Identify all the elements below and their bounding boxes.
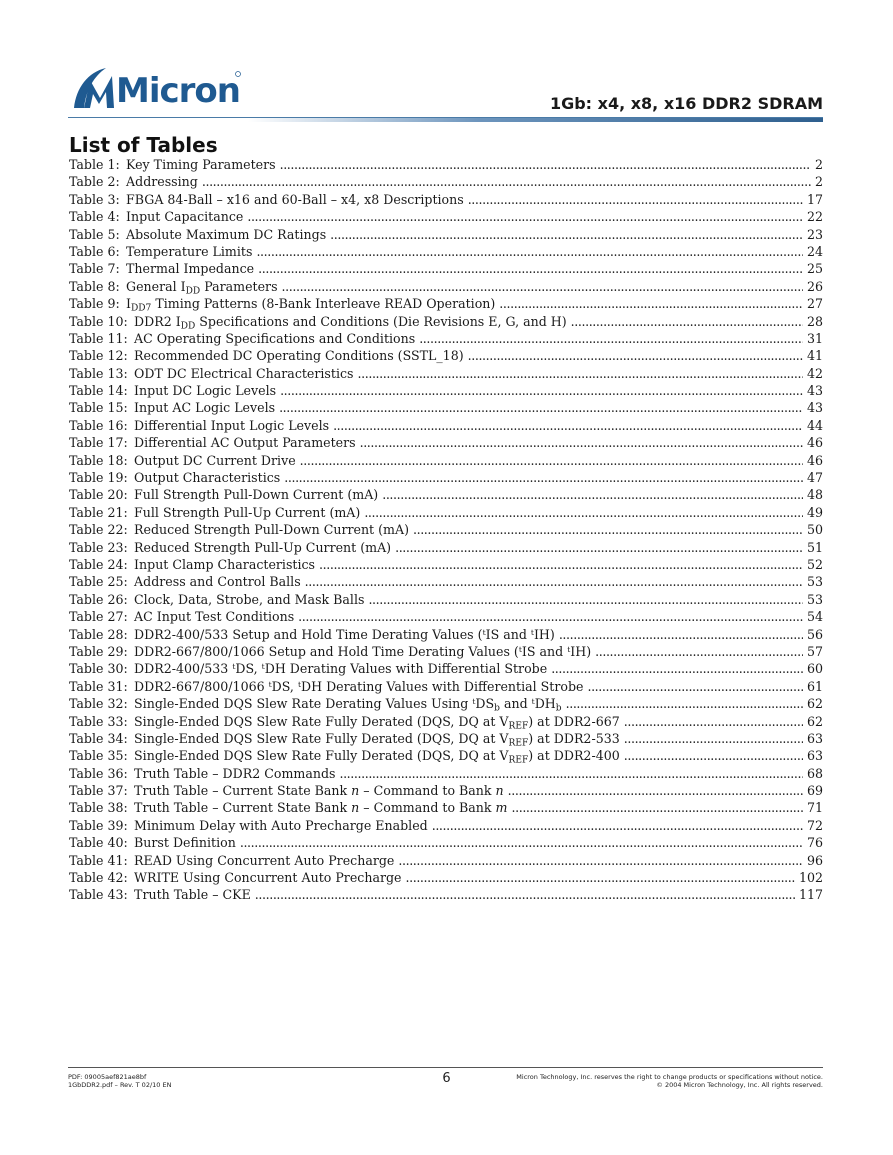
toc-entry-number: Table 32: (69, 696, 128, 712)
toc-entry-number: Table 24: (69, 556, 128, 572)
toc-entry-number: Table 21: (69, 504, 128, 520)
toc-entry[interactable] (69, 834, 823, 851)
toc-entry-title: Input DC Logic Levels (134, 383, 277, 399)
toc-entry-page: 2 (814, 174, 823, 190)
toc-entry-title: Truth Table – CKE (134, 887, 251, 903)
toc-entry[interactable] (69, 747, 823, 764)
toc-entry-page: 43 (806, 400, 823, 416)
toc-entry-page: 25 (806, 261, 823, 277)
toc-dot-leader (330, 226, 803, 243)
toc-dot-leader (364, 504, 803, 521)
toc-entry[interactable] (69, 539, 823, 556)
toc-entry-page: 72 (806, 817, 823, 833)
toc-entry[interactable] (69, 886, 823, 903)
toc-entry-number: Table 2: (69, 174, 120, 190)
toc-entry-title: Single-Ended DQS Slew Rate Fully Derated (DQS, DQ at $V_{REF}$) at DDR2-667 (134, 713, 620, 731)
toc-entry-page: 62 (806, 696, 823, 712)
toc-entry-title: Clock, Data, Strobe, and Mask Balls (134, 591, 365, 607)
toc-dot-leader (624, 713, 803, 730)
toc-dot-leader (298, 608, 803, 625)
toc-entry-page: 51 (806, 539, 823, 555)
toc-dot-leader (284, 469, 803, 486)
toc-entry[interactable] (69, 156, 823, 173)
toc-entry-number: Table 25: (69, 574, 128, 590)
toc-entry[interactable] (69, 191, 823, 208)
toc-entry-number: Table 39: (69, 817, 128, 833)
toc-entry-page: 26 (806, 278, 823, 294)
toc-dot-leader (551, 660, 803, 677)
toc-dot-leader (358, 365, 803, 382)
toc-entry-number: Table 28: (69, 626, 128, 642)
toc-entry-title: General $I_{DD}$ Parameters (126, 278, 278, 296)
toc-entry-number: Table 7: (69, 261, 120, 277)
toc-entry[interactable] (69, 243, 823, 260)
toc-entry-title: Reduced Strength Pull-Up Current (mA) (134, 539, 392, 555)
toc-dot-leader (624, 747, 803, 764)
toc-entry-title: Burst Definition (134, 835, 236, 851)
toc-entry-page: 22 (806, 209, 823, 225)
toc-entry-page: 41 (806, 348, 823, 364)
toc-entry-number: Table 18: (69, 452, 128, 468)
toc-entry[interactable] (69, 799, 823, 816)
toc-entry[interactable] (69, 765, 823, 782)
toc-entry-number: Table 1: (69, 157, 120, 172)
toc-entry-title: Differential AC Output Parameters (134, 435, 356, 451)
toc-entry[interactable] (69, 399, 823, 416)
toc-entry[interactable] (69, 869, 823, 886)
toc-entry-title: AC Input Test Conditions (134, 609, 295, 625)
toc-dot-leader (382, 486, 803, 503)
toc-entry-title: DDR2-400/533 Setup and Hold Time Derating Values ($^t$IS and $^t$IH) (134, 626, 555, 642)
toc-entry-number: Table 3: (69, 191, 120, 207)
toc-dot-leader (432, 817, 803, 834)
toc-entry-page: 2 (814, 157, 823, 172)
toc-entry-title: Full Strength Pull-Down Current (mA) (134, 487, 379, 503)
toc-entry-number: Table 8: (69, 278, 120, 294)
toc-entry-page: 53 (806, 574, 823, 590)
toc-entry-page: 43 (806, 383, 823, 399)
toc-entry-number: Table 15: (69, 400, 128, 416)
toc-entry[interactable] (69, 660, 823, 677)
toc-entry-page: 42 (806, 365, 823, 381)
footer-page-number: 6 (442, 1071, 451, 1086)
toc-entry[interactable] (69, 208, 823, 225)
toc-entry-title: Input AC Logic Levels (134, 400, 276, 416)
toc-entry-title: Thermal Impedance (126, 261, 255, 277)
toc-entry-page: 31 (806, 330, 823, 346)
toc-dot-leader (282, 278, 803, 295)
toc-entry[interactable] (69, 730, 823, 747)
toc-entry-page: 27 (806, 296, 823, 312)
toc-dot-leader (240, 834, 803, 851)
toc-entry-number: Table 43: (69, 887, 128, 903)
toc-entry-number: Table 27: (69, 609, 128, 625)
toc-dot-leader (319, 556, 803, 573)
toc-entry-number: Table 26: (69, 591, 128, 607)
toc-entry[interactable] (69, 678, 823, 695)
toc-entry[interactable] (69, 434, 823, 451)
toc-entry-page: 47 (806, 470, 823, 486)
toc-entry-title: Full Strength Pull-Up Current (mA) (134, 504, 361, 520)
toc-dot-leader (256, 243, 803, 260)
toc-entry-page: 61 (806, 678, 823, 694)
document-title: 1Gb: x4, x8, x16 DDR2 SDRAM (549, 94, 823, 113)
toc-entry[interactable] (69, 713, 823, 730)
toc-entry-number: Table 35: (69, 748, 128, 764)
toc-dot-leader (499, 295, 803, 312)
toc-entry-number: Table 40: (69, 835, 128, 851)
toc-entry[interactable] (69, 817, 823, 834)
toc-entry-number: Table 6: (69, 243, 120, 259)
footer-revision: 1GbDDR2.pdf – Rev. T 02/10 EN (68, 1081, 172, 1089)
toc-entry-number: Table 9: (69, 296, 120, 312)
toc-entry-page: 49 (806, 504, 823, 520)
toc-dot-leader (339, 765, 803, 782)
toc-dot-leader (508, 782, 803, 799)
toc-entry[interactable] (69, 382, 823, 399)
toc-entry[interactable] (69, 295, 823, 312)
toc-entry-page: 24 (806, 243, 823, 259)
toc-entry-page: 56 (806, 626, 823, 642)
toc-dot-leader (512, 799, 803, 816)
toc-entry-page: 60 (806, 661, 823, 677)
toc-entry-title: Single-Ended DQS Slew Rate Fully Derated (DQS, DQ at $V_{REF}$) at DDR2-400 (134, 748, 620, 766)
toc-dot-leader (566, 695, 803, 712)
toc-entry-title: Output Characteristics (134, 470, 281, 486)
toc-entry-title: DDR2 $I_{DD}$ Specifications and Conditions (Die Revisions E, G, and H) (134, 313, 567, 331)
toc-entry-title: Truth Table – Current State Bank n – Command to Bank n (134, 783, 504, 799)
toc-entry-number: Table 29: (69, 643, 128, 659)
toc-entry[interactable] (69, 643, 823, 660)
toc-entry[interactable] (69, 782, 823, 799)
toc-entry-title: Addressing (126, 174, 198, 190)
toc-entry-number: Table 22: (69, 522, 128, 538)
toc-entry-number: Table 30: (69, 661, 128, 677)
toc-entry-title: DDR2-667/800/1066 $^t$DS, $^t$DH Derating Values with Differential Strobe (134, 678, 584, 694)
header-rule (68, 117, 823, 122)
toc-entry-page: 48 (806, 487, 823, 503)
toc-entry-title: Output DC Current Drive (134, 452, 296, 468)
toc-entry-page: 53 (806, 591, 823, 607)
toc-entry[interactable] (69, 504, 823, 521)
toc-entry-title: Truth Table – Current State Bank n – Command to Bank m (134, 800, 508, 816)
toc-entry-number: Table 5: (69, 226, 120, 242)
toc-entry-number: Table 19: (69, 470, 128, 486)
toc-entry[interactable] (69, 695, 823, 712)
toc-entry-page: 23 (806, 226, 823, 242)
toc-entry-number: Table 4: (69, 209, 120, 225)
toc-dot-leader (360, 434, 803, 451)
toc-entry-title: Address and Control Balls (134, 574, 301, 590)
toc-dot-leader (624, 730, 803, 747)
toc-entry-page: 63 (806, 730, 823, 746)
toc-entry-page: 50 (806, 522, 823, 538)
toc-entry-title: Input Clamp Characteristics (134, 556, 316, 572)
micron-logo-wordmark: Micron (116, 71, 240, 111)
toc-dot-leader (202, 173, 811, 190)
toc-entry-title: Reduced Strength Pull-Down Current (mA) (134, 522, 409, 538)
toc-entry[interactable] (69, 469, 823, 486)
toc-entry-title: Single-Ended DQS Slew Rate Derating Values Using $^tDS_b$ and $^tDH_b$ (134, 696, 562, 714)
toc-dot-leader (468, 347, 803, 364)
toc-entry[interactable] (69, 591, 823, 608)
toc-entry-page: 62 (806, 713, 823, 729)
footer-pdf-id: PDF: 09005aef821ae8bf (68, 1073, 147, 1081)
table-of-contents (69, 156, 823, 904)
toc-entry-page: 57 (806, 643, 823, 659)
micron-logo-swoosh-icon (74, 68, 114, 108)
toc-entry[interactable] (69, 521, 823, 538)
toc-entry-page: 117 (798, 887, 823, 903)
toc-entry-page: 28 (806, 313, 823, 329)
toc-entry-page: 96 (806, 852, 823, 868)
toc-dot-leader (255, 886, 795, 903)
toc-entry-page: 54 (806, 609, 823, 625)
toc-entry[interactable] (69, 608, 823, 625)
toc-entry-title: Recommended DC Operating Conditions (SSTL_18) (134, 348, 464, 364)
toc-entry-number: Table 37: (69, 783, 128, 799)
toc-entry[interactable] (69, 173, 823, 190)
toc-entry-number: Table 33: (69, 713, 128, 729)
toc-entry-title: DDR2-400/533 $^t$DS, $^t$DH Derating Values with Differential Strobe (134, 661, 548, 677)
toc-dot-leader (280, 382, 803, 399)
toc-entry[interactable] (69, 260, 823, 277)
toc-entry-page: 17 (806, 191, 823, 207)
toc-entry-title: Key Timing Parameters (126, 157, 276, 172)
toc-entry-title: Temperature Limits (126, 243, 253, 259)
toc-dot-leader (279, 399, 803, 416)
toc-dot-leader (413, 521, 803, 538)
toc-entry-page: 52 (806, 556, 823, 572)
toc-entry[interactable] (69, 573, 823, 590)
toc-entry-number: Table 38: (69, 800, 128, 816)
toc-entry-page: 69 (806, 783, 823, 799)
toc-dot-leader (587, 678, 803, 695)
toc-entry-title: ODT DC Electrical Characteristics (134, 365, 354, 381)
footer-copyright (516, 1073, 823, 1089)
toc-dot-leader (395, 539, 803, 556)
toc-dot-leader (247, 208, 803, 225)
footer-copyright-line: © 2004 Micron Technology, Inc. All rights reserved. (656, 1081, 823, 1089)
toc-entry-title: Differential Input Logic Levels (134, 417, 330, 433)
toc-entry-number: Table 12: (69, 348, 128, 364)
toc-entry-number: Table 17: (69, 435, 128, 451)
toc-dot-leader (571, 313, 803, 330)
toc-dot-leader (595, 643, 803, 660)
toc-entry-title: Truth Table – DDR2 Commands (134, 765, 336, 781)
toc-entry-page: 71 (806, 800, 823, 816)
toc-dot-leader (468, 191, 803, 208)
toc-dot-leader (258, 260, 803, 277)
toc-entry-title: AC Operating Specifications and Conditions (134, 330, 416, 346)
toc-entry-number: Table 13: (69, 365, 128, 381)
toc-entry-number: Table 41: (69, 852, 128, 868)
footer-rule (68, 1067, 823, 1068)
toc-entry-page: 63 (806, 748, 823, 764)
toc-entry[interactable] (69, 852, 823, 869)
toc-entry-title: WRITE Using Concurrent Auto Precharge (134, 870, 402, 886)
toc-dot-leader (300, 452, 803, 469)
toc-entry-number: Table 20: (69, 487, 128, 503)
toc-entry-title: Absolute Maximum DC Ratings (126, 226, 327, 242)
toc-entry-number: Table 14: (69, 383, 128, 399)
toc-entry-page: 46 (806, 452, 823, 468)
toc-entry-page: 68 (806, 765, 823, 781)
toc-entry[interactable] (69, 278, 823, 295)
toc-entry-number: Table 36: (69, 765, 128, 781)
toc-entry[interactable] (69, 486, 823, 503)
toc-entry-page: 102 (798, 870, 823, 886)
toc-dot-leader (333, 417, 803, 434)
toc-entry-number: Table 34: (69, 730, 128, 746)
toc-entry-number: Table 31: (69, 678, 128, 694)
toc-entry-page: 76 (806, 835, 823, 851)
toc-entry[interactable] (69, 330, 823, 347)
toc-entry[interactable] (69, 226, 823, 243)
toc-entry[interactable] (69, 556, 823, 573)
toc-entry-title: Input Capacitance (126, 209, 244, 225)
toc-entry[interactable] (69, 365, 823, 382)
toc-entry[interactable] (69, 626, 823, 643)
toc-entry-title: $I_{DD7}$ Timing Patterns (8-Bank Interleave READ Operation) (126, 296, 496, 314)
toc-entry[interactable] (69, 313, 823, 330)
toc-entry-page: 46 (806, 435, 823, 451)
toc-entry-number: Table 16: (69, 417, 128, 433)
footer-disclaimer: Micron Technology, Inc. reserves the right to change products or specifications without notice. (516, 1073, 823, 1081)
toc-entry-title: Minimum Delay with Auto Precharge Enabled (134, 817, 428, 833)
toc-entry-title: FBGA 84-Ball – x16 and 60-Ball – x4, x8 Descriptions (126, 191, 464, 207)
micron-logo (68, 64, 243, 112)
toc-dot-leader (280, 156, 811, 173)
toc-entry-number: Table 23: (69, 539, 128, 555)
toc-entry-title: READ Using Concurrent Auto Precharge (134, 852, 395, 868)
toc-dot-leader (368, 591, 803, 608)
toc-entry-number: Table 42: (69, 870, 128, 886)
toc-dot-leader (419, 330, 803, 347)
toc-dot-leader (398, 852, 803, 869)
toc-entry-page: 44 (806, 417, 823, 433)
toc-entry-number: Table 10: (69, 313, 128, 329)
list-of-tables-heading: List of Tables (69, 133, 218, 157)
toc-entry[interactable] (69, 347, 823, 364)
toc-entry-title: Single-Ended DQS Slew Rate Fully Derated (DQS, DQ at $V_{REF}$) at DDR2-533 (134, 730, 620, 749)
toc-dot-leader (406, 869, 795, 886)
toc-dot-leader (305, 573, 803, 590)
toc-entry-number: Table 11: (69, 330, 128, 346)
toc-entry[interactable] (69, 452, 823, 469)
toc-dot-leader (559, 626, 803, 643)
toc-entry[interactable] (69, 417, 823, 434)
toc-entry-title: DDR2-667/800/1066 Setup and Hold Time Derating Values ($^t$IS and $^t$IH) (134, 643, 592, 659)
